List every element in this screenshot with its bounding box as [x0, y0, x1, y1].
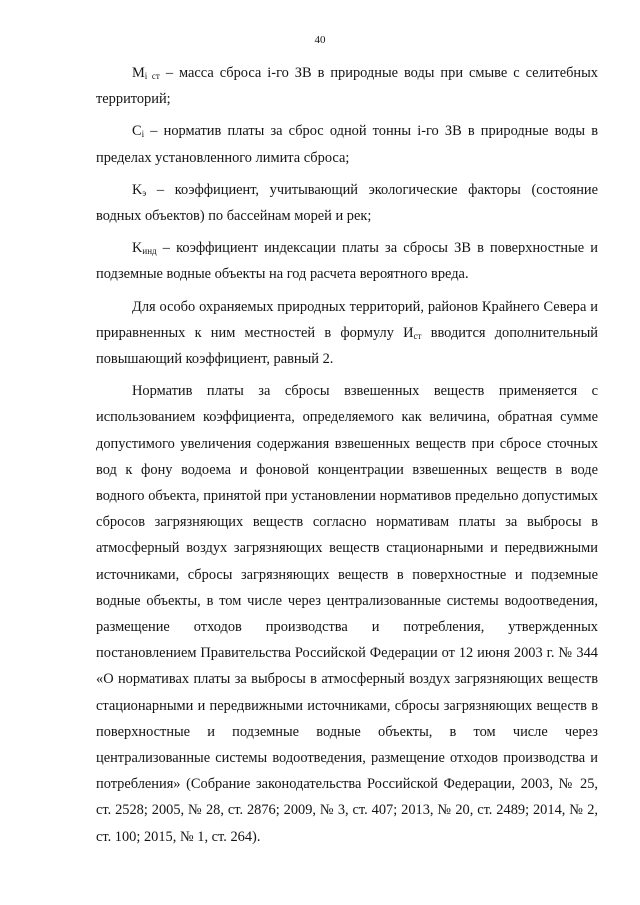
symbol: K — [132, 240, 143, 257]
definition-c-i — [96, 118, 598, 170]
definition-m-ist — [96, 60, 598, 112]
protected-areas-paragraph — [96, 294, 598, 373]
symbol: K — [132, 181, 143, 198]
paragraph-text: Для особо охраняемых природных территорий, районов Крайнего Севера и приравненных к ним местностей в формулу И — [96, 298, 598, 341]
symbol: C — [132, 123, 142, 140]
symbol-subscript: i ст — [144, 71, 160, 81]
suspended-solids-paragraph: Норматив платы за сбросы взвешенных веществ применяется с использованием коэффициента, определяемого как величина, обратная сумме допустимого увеличения содержания взвешенных веществ при сбросе сточных вод к фону водоема и фоновой концентрации взвешенных веществ в воде водного объекта, принятой при установлении нормативов предельно допустимых сбросов загрязняющих веществ согласно нормативам платы за выбросы в атмосферный воздух загрязняющих веществ стационарными и передвижными источниками, сбросы загрязняющих веществ в поверхностные и подземные водные объекты, в том числе через централизованные системы водоотведения, размещение отходов производства и потребления, утвержденных постановлением Правительства Российской Федерации от 12 июня 2003 г. № 344 «О нормативах платы за выбросы в атмосферный воздух загрязняющих веществ стационарными и передвижными источниками, сбросы загрязняющих веществ в поверхностные и подземные водные объекты, в том числе через централизованные системы водоотведения, размещение отходов производства и потребления» (Собрание законодательства Российской Федерации, 2003, № 25, ст. 2528; 2005, № 28, ст. 2876; 2009, № 3, ст. 407; 2013, № 20, ст. 2489; 2014, № 2, ст. 100; 2015, № 1, ст. 264). — [96, 383, 598, 845]
symbol-subscript: i — [141, 129, 145, 140]
definition-text: – масса сброса i-го ЗВ в природные воды при смыве с селитебных территорий; — [96, 65, 598, 108]
paragraph-text-continued: вводится дополнительный повышающий коэффициент, равный 2. — [96, 324, 598, 368]
definition-k-ind — [96, 235, 598, 287]
definition-text: – норматив платы за сброс одной тонны i-го ЗВ в природные воды в пределах установленного лимита сброса; — [96, 123, 598, 166]
document-body — [96, 60, 598, 850]
symbol-subscript: инд — [142, 246, 157, 257]
formula-subscript: ст — [413, 330, 422, 341]
definition-text: – коэффициент индексации платы за сбросы ЗВ в поверхностные и подземные водные объекты на год расчета вероятного вреда. — [96, 240, 598, 283]
page-number: 40 — [314, 34, 326, 46]
symbol: M — [132, 65, 145, 81]
definition-text: – коэффициент, учитывающий экологические факторы (состояние водных объектов) по бассейнам морей и рек; — [96, 181, 598, 225]
symbol-subscript: э — [142, 187, 147, 198]
definition-k-e — [96, 177, 598, 229]
